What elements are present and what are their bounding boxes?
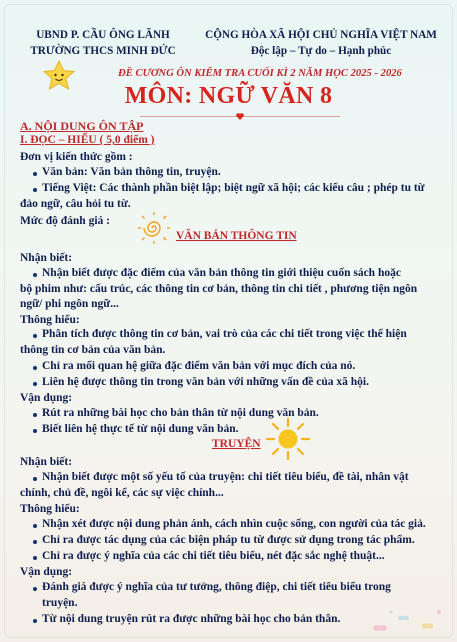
list-item-continued: thông tin cơ bản của văn bản. (20, 344, 166, 356)
school-name: TRƯỜNG THCS MINH ĐỨC (30, 45, 176, 57)
list-item: Nhận biết được đặc điểm của văn bản thông tin giới thiệu cuốn sách hoặc (42, 267, 401, 279)
list-item: Chỉ ra được ý nghĩa của các chi tiết tiêu biểu, nét đặc sắc nghệ thuật... (42, 550, 385, 562)
knowledge-label: Đơn vị kiến thức gồm : (20, 151, 133, 163)
apply-label: Vận dụng: (20, 392, 73, 404)
bullet (33, 540, 37, 544)
list-item-continued: truyện. (42, 597, 78, 609)
bullet (33, 619, 37, 623)
district-name: UBND P. CẦU ÔNG LÃNH (36, 29, 170, 41)
bullet (33, 524, 37, 528)
list-item: Biết liên hệ thực tế từ nội dung văn bản. (42, 423, 239, 435)
bullet (33, 587, 37, 591)
bullet (33, 366, 37, 370)
motto: Độc lập – Tự do – Hạnh phúc (250, 45, 392, 57)
sun-rays-icon (264, 417, 312, 461)
bullet (33, 429, 37, 433)
list-item: Rút ra những bài học cho bản thân từ nội dung văn bản. (42, 407, 319, 419)
sun-spiral-icon (138, 212, 170, 244)
list-item: Văn bản: Văn bản thông tin, truyện. (42, 166, 221, 178)
list-item: Đánh giá được ý nghĩa của tư tưởng, thông điệp, chi tiết tiêu biểu trong (42, 581, 391, 593)
recognize-label: Nhận biết: (20, 456, 73, 468)
bullet (33, 382, 37, 386)
page-title: MÔN: NGỮ VĂN 8 (124, 83, 333, 109)
bullet (33, 477, 37, 481)
info-text-heading: VĂN BẢN THÔNG TIN (176, 230, 297, 242)
section-a-heading: A. NỘI DUNG ÔN TẬP (20, 119, 144, 133)
list-item-continued: chính, chủ đề, ngôi kể, các sự việc chính... (20, 487, 224, 499)
bullet (33, 413, 37, 417)
bullet (33, 334, 37, 338)
story-heading: TRUYỆN (212, 438, 261, 450)
bullet (33, 188, 37, 192)
list-item: Tiếng Việt: Các thành phần biệt lập; biệt ngữ xã hội; các kiểu câu ; phép tu từ (42, 182, 425, 194)
list-item-continued: ngữ/ phi ngôn ngữ... (20, 298, 119, 310)
national-header (196, 27, 446, 59)
list-item: Chỉ ra mối quan hệ giữa đặc điểm văn bản với mục đích của nó. (42, 360, 356, 372)
list-item: Liên hệ được thông tin trong văn bản với những vấn đề của xã hội. (42, 376, 369, 388)
school-header (18, 27, 188, 59)
list-item-continued: đảo ngữ, câu hỏi tu từ. (20, 198, 131, 210)
exam-subtitle: ĐỀ CƯƠNG ÔN KIỂM TRA CUỐI KÌ 2 NĂM HỌC 2025 - 2026 (118, 68, 402, 79)
bullet (33, 172, 37, 176)
list-item-continued: bộ phim như: cấu trúc, các thông tin cơ bản, thông tin chi tiết , phương tiện ngôn (20, 283, 418, 295)
bullet (33, 273, 37, 277)
bullet (33, 556, 37, 560)
section-1-heading: I. ĐỌC – HIỂU ( 5,0 điểm ) (20, 134, 155, 146)
list-item: Nhận xét được nội dung phản ánh, cách nhìn cuộc sống, con người của tác giả. (42, 518, 426, 530)
assessment-level-label: Mức độ đánh giá : (20, 215, 110, 227)
list-item: Chỉ ra được tác dụng của các biện pháp tu từ được sử dụng trong tác phẩm. (42, 534, 415, 546)
list-item: Nhận biết được một số yếu tố của truyện: chi tiết tiêu biểu, đề tài, nhân vật (42, 471, 409, 483)
apply-label: Vận dụng: (20, 566, 73, 578)
list-item: Từ nội dung truyện rút ra được những bài học cho bản thân. (42, 613, 341, 625)
list-item: Phân tích được thông tin cơ bản, vai trò của các chi tiết trong việc thể hiện (42, 328, 407, 340)
understand-label: Thông hiểu: (20, 503, 80, 515)
understand-label: Thông hiểu: (20, 314, 80, 326)
country-name: CỘNG HÒA XÃ HỘI CHỦ NGHĨA VIỆT NAM (205, 29, 437, 41)
recognize-label: Nhận biết: (20, 252, 73, 264)
butterflies-decoration (367, 604, 447, 638)
heart-icon (236, 113, 244, 120)
